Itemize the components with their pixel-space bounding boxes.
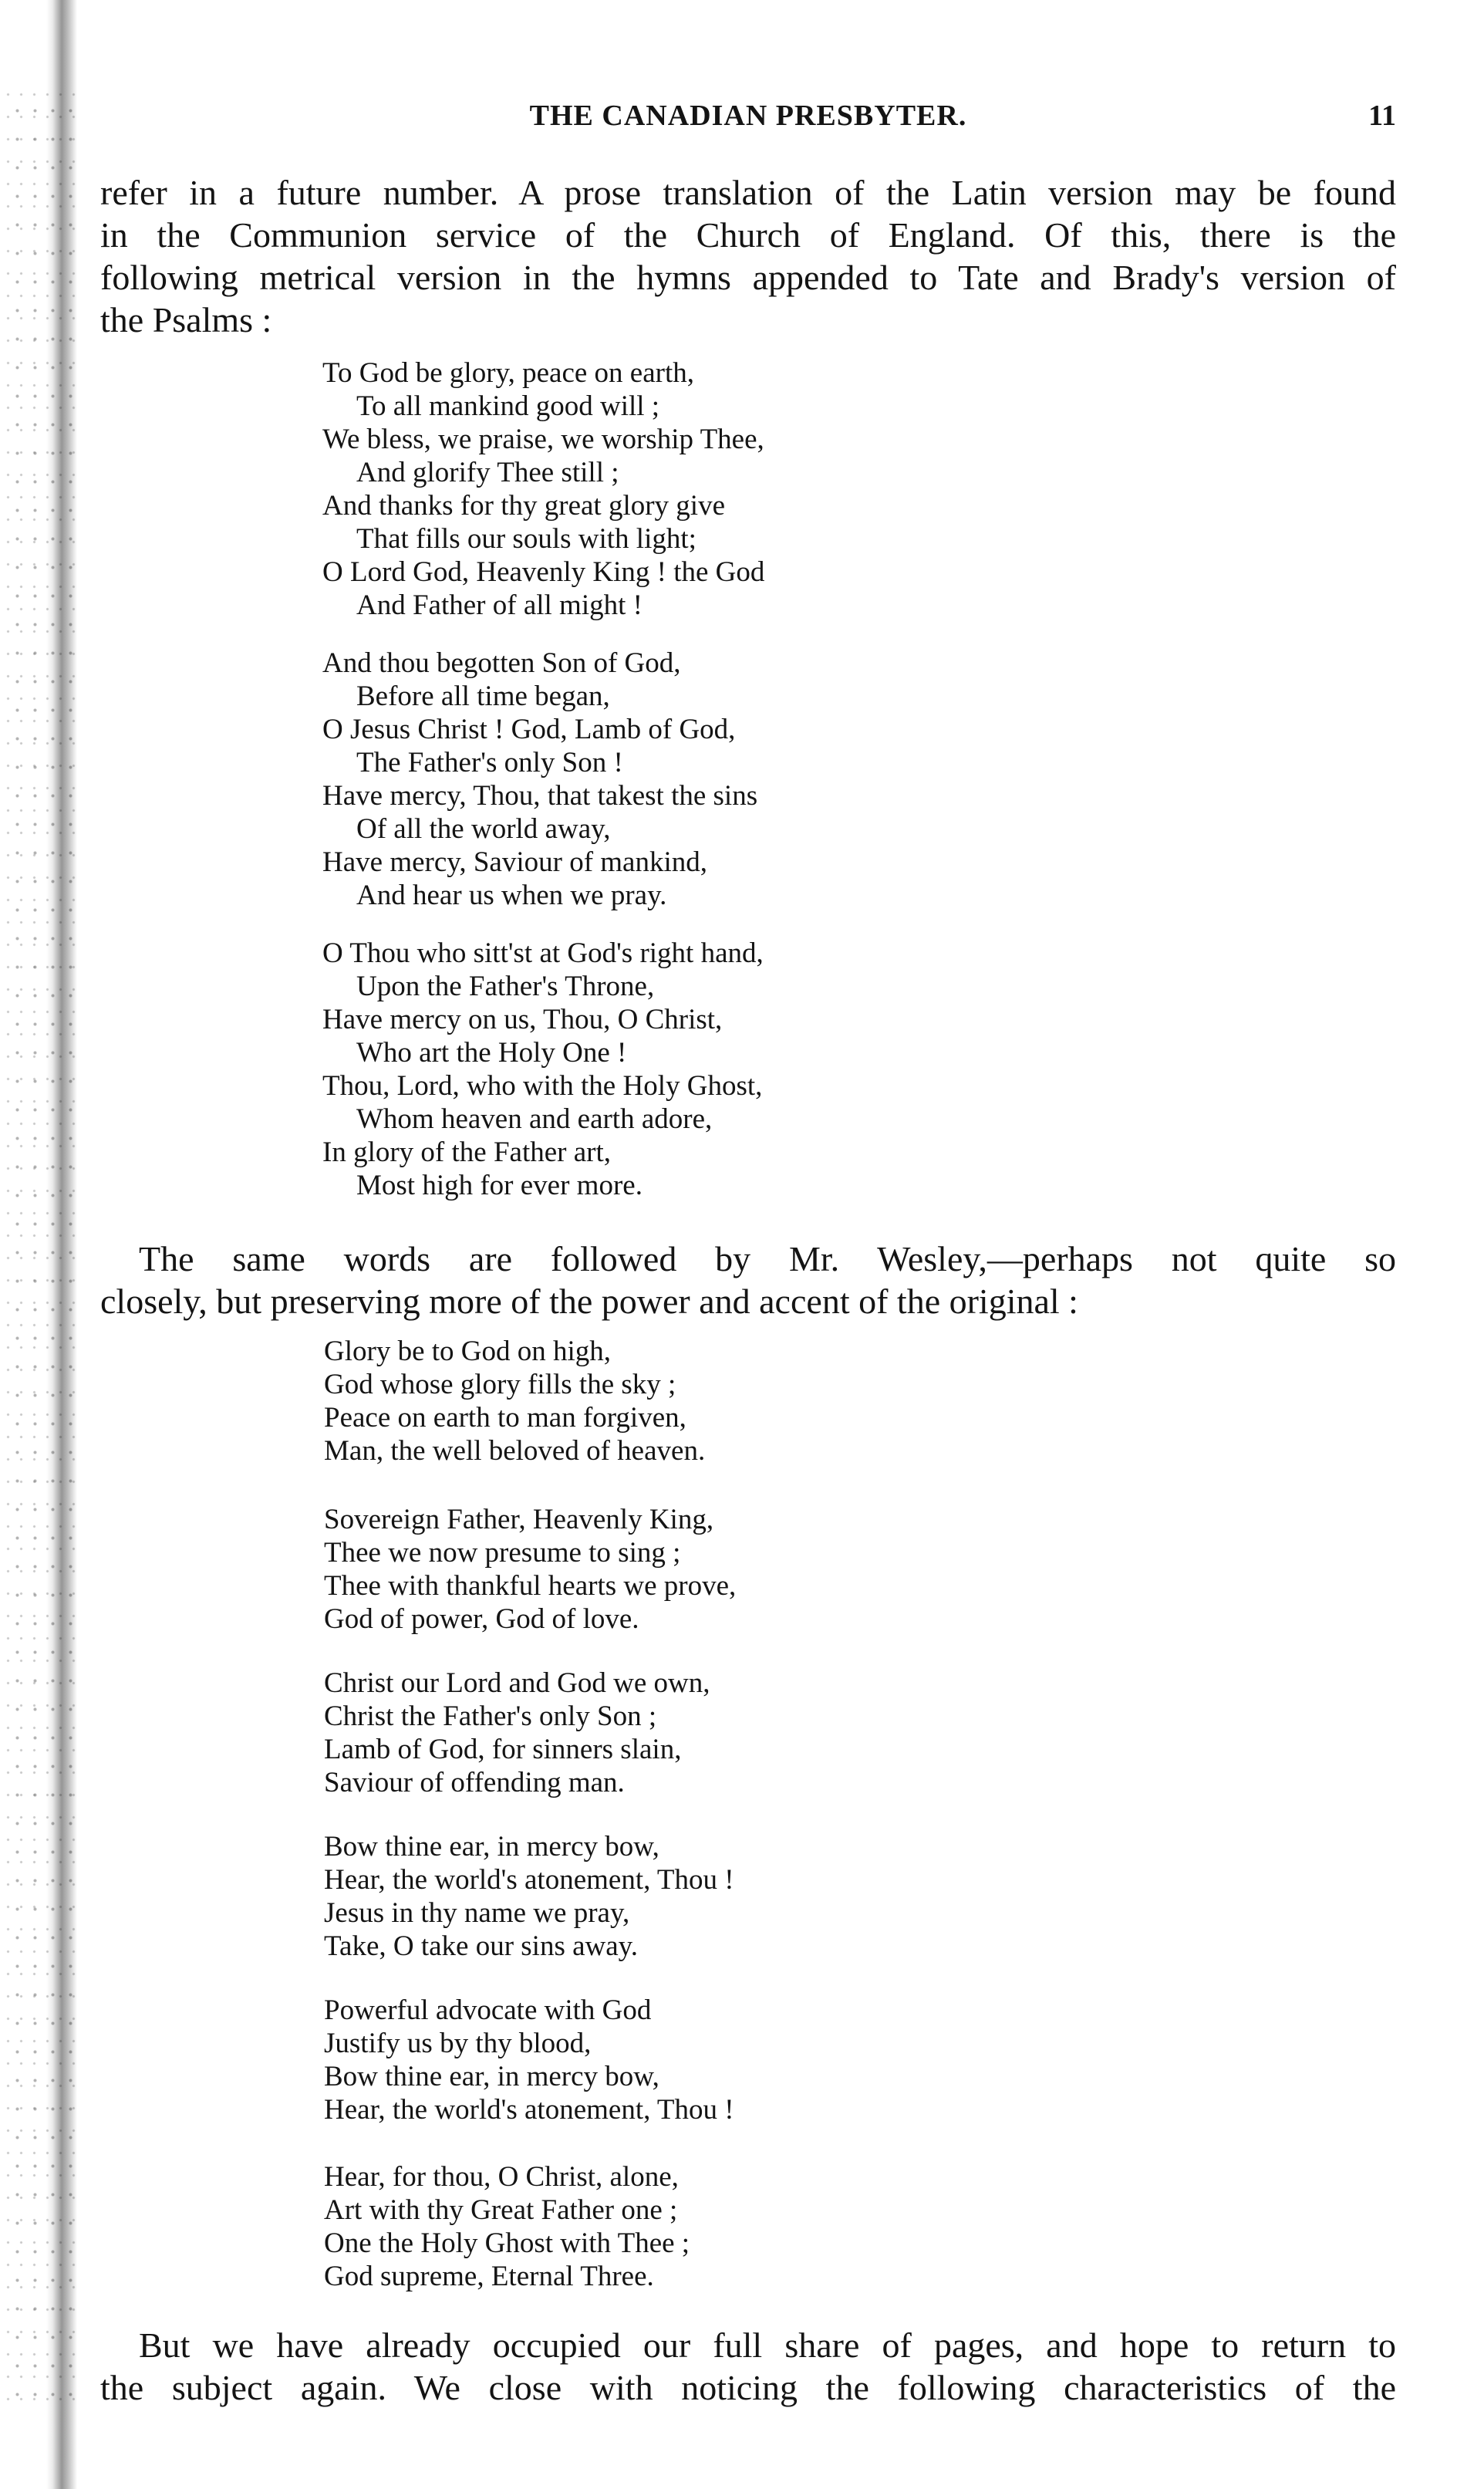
hymn-two-stanza-5	[324, 1994, 734, 2126]
hymn-two-stanza-2	[324, 1503, 736, 1636]
hymn-two-stanza-1	[324, 1335, 705, 1467]
closing-paragraph	[100, 2324, 1396, 2409]
hymn-one-stanza-3	[322, 937, 764, 1202]
paragraph-line: refer in a future number. A prose translation of the Latin version may be found	[100, 173, 1396, 212]
verse-line: God of power, God of love.	[324, 1603, 639, 1635]
verse-line: Christ our Lord and God we own,	[324, 1667, 710, 1699]
running-title: THE CANADIAN PRESBYTER.	[529, 100, 967, 132]
page-gutter-specks	[6, 93, 76, 2407]
paragraph-line: the subject again. We close with noticing the following characteristics of the	[100, 2368, 1396, 2407]
verse-line: Glory be to God on high,	[324, 1336, 612, 1367]
hymn-one-stanza-2	[322, 647, 757, 912]
paragraph-line: closely, but preserving more of the power and accent of the original :	[100, 1282, 1078, 1321]
verse-line: Have mercy, Saviour of mankind,	[322, 846, 708, 878]
verse-line: Most high for ever more.	[356, 1170, 643, 1201]
verse-line: Bow thine ear, in mercy bow,	[324, 2061, 659, 2092]
verse-line: We bless, we praise, we worship Thee,	[322, 424, 764, 455]
verse-line: Justify us by thy blood,	[324, 2028, 592, 2059]
page-header	[100, 96, 1396, 142]
verse-line: God whose glory fills the sky ;	[324, 1369, 676, 1400]
verse-line: Saviour of offending man.	[324, 1767, 625, 1798]
hymn-two-stanza-4	[324, 1830, 734, 1963]
verse-line: Powerful advocate with God	[324, 1994, 652, 2026]
verse-line: One the Holy Ghost with Thee ;	[324, 2227, 690, 2259]
paragraph-line: in the Communion service of the Church of England. Of this, there is the	[100, 215, 1396, 255]
hymn-two-stanza-3	[324, 1667, 710, 1799]
verse-line: The Father's only Son !	[356, 747, 623, 778]
hymn-one-stanza-1	[322, 356, 764, 622]
verse-line: And Father of all might !	[356, 589, 643, 621]
paragraph-line: the Psalms :	[100, 300, 272, 339]
verse-line: Have mercy on us, Thou, O Christ,	[322, 1004, 723, 1035]
verse-line: Art with thy Great Father one ;	[324, 2194, 678, 2226]
verse-line: Thou, Lord, who with the Holy Ghost,	[322, 1070, 763, 1102]
page-number: 11	[1368, 100, 1396, 132]
verse-line: Christ the Father's only Son ;	[324, 1700, 657, 1732]
intro-paragraph	[100, 171, 1396, 341]
verse-line: That fills our souls with light;	[356, 523, 696, 555]
verse-line: And thanks for thy great glory give	[322, 490, 725, 522]
verse-line: Thee with thankful hearts we prove,	[324, 1570, 737, 1602]
verse-line: Hear, the world's atonement, Thou !	[324, 1864, 734, 1896]
paragraph-line: following metrical version in the hymns appended to Tate and Brady's version of	[100, 258, 1396, 297]
verse-line: To God be glory, peace on earth,	[322, 357, 694, 389]
verse-line: Bow thine ear, in mercy bow,	[324, 1831, 659, 1863]
verse-line: Hear, the world's atonement, Thou !	[324, 2094, 734, 2126]
hymn-two-stanza-6	[324, 2160, 690, 2293]
verse-line: Have mercy, Thou, that takest the sins	[322, 780, 758, 812]
verse-line: Upon the Father's Throne,	[356, 971, 655, 1002]
verse-line: Thee we now presume to sing ;	[324, 1537, 681, 1569]
verse-line: Sovereign Father, Heavenly King,	[324, 1504, 714, 1535]
verse-line: And thou begotten Son of God,	[322, 647, 681, 679]
verse-line: Hear, for thou, O Christ, alone,	[324, 2161, 679, 2193]
verse-line: And hear us when we pray.	[356, 880, 667, 911]
verse-line: O Jesus Christ ! God, Lamb of God,	[322, 714, 736, 745]
verse-line: O Thou who sitt'st at God's right hand,	[322, 937, 764, 969]
verse-line: And glorify Thee still ;	[356, 457, 619, 488]
verse-line: Who art the Holy One !	[356, 1037, 627, 1069]
verse-line: Take, O take our sins away.	[324, 1930, 639, 1962]
paragraph-line: The same words are followed by Mr. Wesley,—perhaps not quite so	[139, 1239, 1396, 1278]
verse-line: Man, the well beloved of heaven.	[324, 1435, 706, 1467]
verse-line: To all mankind good will ;	[356, 390, 660, 422]
verse-line: Whom heaven and earth adore,	[356, 1103, 713, 1135]
verse-line: Lamb of God, for sinners slain,	[324, 1734, 682, 1765]
verse-line: Peace on earth to man forgiven,	[324, 1402, 686, 1434]
verse-line: Jesus in thy name we pray,	[324, 1897, 630, 1929]
verse-line: God supreme, Eternal Three.	[324, 2261, 654, 2292]
verse-line: Of all the world away,	[356, 813, 611, 845]
verse-line: O Lord God, Heavenly King ! the God	[322, 556, 765, 588]
middle-paragraph	[100, 1238, 1396, 1322]
paragraph-line: But we have already occupied our full share of pages, and hope to return to	[139, 2325, 1396, 2365]
verse-line: Before all time began,	[356, 681, 610, 712]
verse-line: In glory of the Father art,	[322, 1136, 611, 1168]
